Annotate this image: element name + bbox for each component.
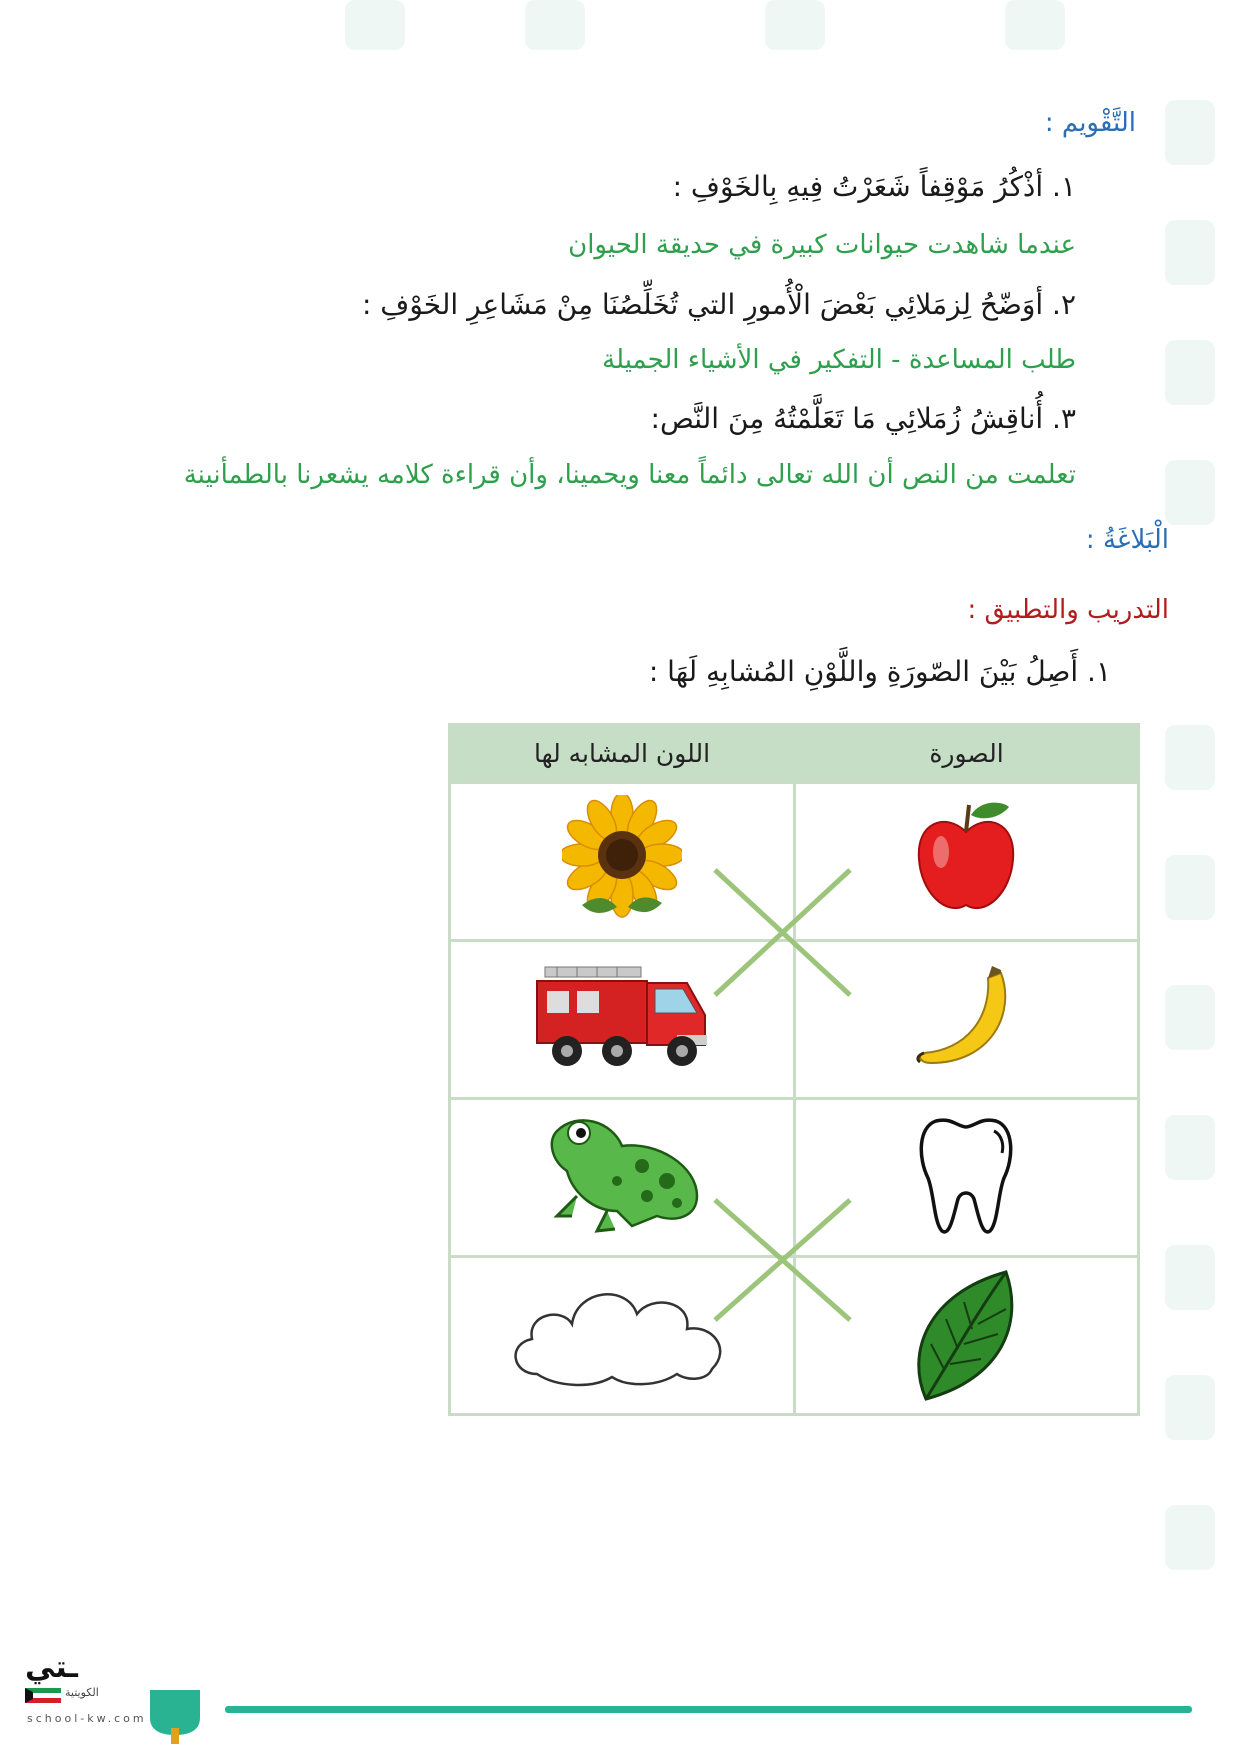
watermark-logo-icon <box>1160 1370 1220 1445</box>
watermark-logo-icon <box>1160 455 1220 530</box>
site-url: school-kw.com <box>27 1712 147 1725</box>
logo-text: ـتي <box>25 1650 78 1685</box>
watermark-logo-icon <box>1160 335 1220 410</box>
frog-icon <box>537 1111 707 1241</box>
watermark-logo-icon <box>1160 215 1220 290</box>
tooth-icon <box>916 1113 1016 1238</box>
column-header-image: الصورة <box>794 725 1138 783</box>
watermark-logo-icon <box>1160 95 1220 170</box>
watermark-logo-icon <box>1160 980 1220 1055</box>
column-header-color: اللون المشابه لها <box>450 725 795 783</box>
fire-truck-icon <box>527 953 717 1083</box>
banana-icon <box>906 958 1026 1078</box>
matching-connectors <box>700 860 900 1330</box>
practice-question-1: ١. أَصِلُ بَيْنَ الصّورَةِ واللَّوْنِ المُشابِهِ لَهَا : <box>648 655 1111 688</box>
footer-logo <box>25 1650 185 1740</box>
watermark-logo-icon <box>1160 1110 1220 1185</box>
evaluation-answer-3: تعلمت من النص أن الله تعالى دائماً معنا ويحمينا، وأن قراءة كلامه يشعرنا بالطمأنينة <box>183 460 1076 490</box>
watermark-logo-icon <box>1160 720 1220 795</box>
practice-heading: التدريب والتطبيق : <box>967 595 1169 625</box>
watermark-logo-icon <box>520 0 590 55</box>
watermark-logo-icon <box>1160 1500 1220 1575</box>
sunflower-icon <box>562 795 682 925</box>
apple-icon <box>911 797 1021 922</box>
evaluation-question-1: ١. أذْكُرُ مَوْقِفاً شَعَرْتُ فِيهِ بِالخَوْفِ : <box>672 170 1076 203</box>
logo-subtitle: الكويتية <box>65 1686 99 1699</box>
evaluation-question-3: ٣. أُناقِشُ زُمَلائِي مَا تَعَلَّمْتُهُ مِنَ النَّص: <box>650 402 1076 435</box>
school-logo-icon <box>145 1690 205 1745</box>
watermark-logo-icon <box>1160 850 1220 925</box>
balagha-heading: الْبَلاغَةُ : <box>1085 525 1169 555</box>
leaf-icon <box>906 1264 1026 1404</box>
watermark-logo-icon <box>760 0 830 55</box>
watermark-logo-icon <box>1000 0 1070 55</box>
footer-divider <box>225 1706 1192 1713</box>
watermark-logo-icon <box>1160 1240 1220 1315</box>
evaluation-answer-1: عندما شاهدت حيوانات كبيرة في حديقة الحيوان <box>568 230 1076 260</box>
kuwait-flag-icon <box>25 1688 61 1704</box>
evaluation-question-2: ٢. أوَضّحُ لِزمَلائِي بَعْضَ الْأُمورِ التي تُخَلِّصُنَا مِنْ مَشَاعِرِ الخَوْفِ : <box>361 288 1076 321</box>
watermark-logo-icon <box>340 0 410 55</box>
evaluation-heading: التَّقْويم : <box>1044 108 1136 138</box>
evaluation-answer-2: طلب المساعدة - التفكير في الأشياء الجميلة <box>602 345 1076 375</box>
